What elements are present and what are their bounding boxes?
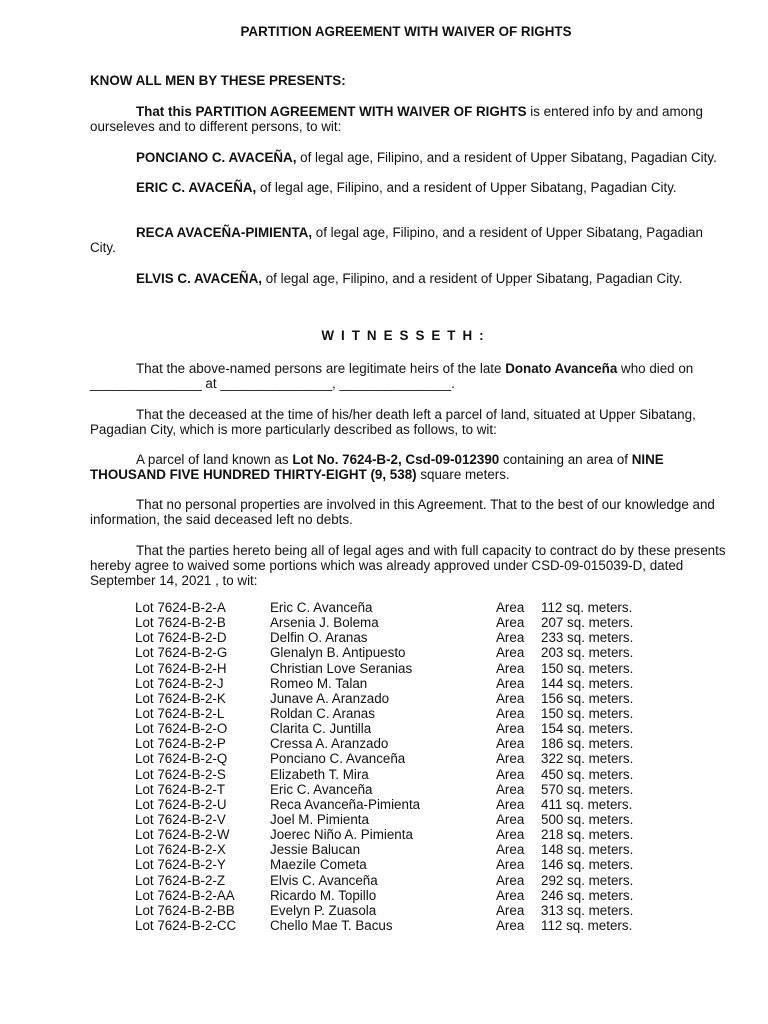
lot-row <box>135 661 695 676</box>
lot-id: Lot 7624-B-2-Y <box>135 857 226 873</box>
parcel-mid: containing an area of <box>499 452 632 467</box>
lot-id: Lot 7624-B-2-T <box>135 781 226 797</box>
area-label: Area <box>496 645 525 661</box>
lot-owner: Eric C. Avanceña <box>270 600 373 615</box>
lot-area: 203 sq. meters. <box>541 645 634 661</box>
lot-row <box>135 691 695 706</box>
party-paragraph <box>90 225 726 255</box>
heirs-rest: who died on _______________ at _______________, _______________. <box>90 361 694 391</box>
witnesseth-heading: WITNESSETH: <box>321 328 491 343</box>
area-label: Area <box>496 887 525 903</box>
land-paragraph <box>90 407 726 437</box>
lot-id: Lot 7624-B-2-D <box>135 630 227 646</box>
area-label: Area <box>496 690 525 706</box>
lot-area: 150 sq. meters. <box>541 660 634 676</box>
lot-row <box>135 676 695 691</box>
lot-row <box>135 842 695 857</box>
lot-area: 112 sq. meters. <box>541 600 633 615</box>
lot-owner: Maezile Cometa <box>270 857 367 873</box>
lot-owner: Elvis C. Avanceña <box>270 872 378 888</box>
lot-row <box>135 767 695 782</box>
lot-row <box>135 751 695 766</box>
area-label: Area <box>496 917 525 933</box>
lot-owner: Romeo M. Talan <box>270 675 368 691</box>
lot-area: 246 sq. meters. <box>541 887 634 903</box>
lot-owner: Jessie Balucan <box>270 842 361 858</box>
lot-id: Lot 7624-B-2-AA <box>135 887 235 903</box>
lot-owner: Reca Avanceña-Pimienta <box>270 796 421 812</box>
lot-owner: Joel M. Pimienta <box>270 811 369 827</box>
lot-id: Lot 7624-B-2-J <box>135 675 224 691</box>
lot-area: 154 sq. meters. <box>541 721 634 737</box>
lot-area: 144 sq. meters. <box>541 675 634 691</box>
parcel-lead: A parcel of land known as <box>136 452 293 467</box>
document-title: PARTITION AGREEMENT WITH WAIVER OF RIGHTS <box>240 24 572 39</box>
lot-owner: Chello Mae T. Bacus <box>270 917 393 933</box>
heirs-paragraph <box>90 361 726 391</box>
lot-row <box>135 812 695 827</box>
area-label: Area <box>496 872 525 888</box>
lot-area: 148 sq. meters. <box>541 842 634 858</box>
lot-id: Lot 7624-B-2-Q <box>135 751 228 767</box>
intro-lead: That this <box>136 104 196 119</box>
area-label: Area <box>496 615 525 631</box>
party-paragraph <box>90 150 726 165</box>
lot-list <box>135 600 695 933</box>
lot-id: Lot 7624-B-2-V <box>135 811 226 827</box>
lot-number: Lot No. 7624-B-2, Csd-09-012390 <box>292 452 500 467</box>
lot-owner: Delfin O. Aranas <box>270 630 368 646</box>
area-label: Area <box>496 736 525 752</box>
lot-owner: Evelyn P. Zuasola <box>270 902 377 918</box>
deceased-name: Donato Avanceña <box>505 361 618 376</box>
lot-area: 146 sq. meters. <box>541 857 634 873</box>
area-label: Area <box>496 902 525 918</box>
area-label: Area <box>496 766 525 782</box>
parcel-paragraph <box>90 452 726 482</box>
lot-row <box>135 782 695 797</box>
lot-area: 186 sq. meters. <box>541 736 634 752</box>
party-name: RECA AVACEÑA-PIMIENTA, <box>136 225 313 240</box>
lot-id: Lot 7624-B-2-CC <box>135 917 237 933</box>
party-desc: of legal age, Filipino, and a resident of Upper Sibatang, Pagadian City. <box>296 150 717 165</box>
lot-row <box>135 630 695 645</box>
lot-area: 500 sq. meters. <box>541 811 634 827</box>
party-name: PONCIANO C. AVACEÑA, <box>136 150 297 165</box>
party-desc: of legal age, Filipino, and a resident of Upper Sibatang, Pagadian City. <box>90 225 703 255</box>
party-paragraph <box>90 180 726 195</box>
lot-area: 411 sq. meters. <box>541 796 633 812</box>
lot-owner: Junave A. Aranzado <box>270 690 390 706</box>
lot-row <box>135 857 695 872</box>
party-name: ELVIS C. AVACEÑA, <box>136 271 262 286</box>
intro-paragraph <box>90 104 726 134</box>
lot-row <box>135 721 695 736</box>
lot-area: 292 sq. meters. <box>541 872 634 888</box>
lot-area: 313 sq. meters. <box>541 902 634 918</box>
lot-row <box>135 888 695 903</box>
lot-id: Lot 7624-B-2-X <box>135 842 226 858</box>
lot-area: 218 sq. meters. <box>541 827 634 843</box>
land-text: That the deceased at the time of his/her death left a parcel of land, situated at Upper Sibatang, Pagadian City, which is more particularly described as follows, to wit: <box>90 407 696 437</box>
parcel-rest: square meters. <box>416 467 510 482</box>
no-personal-text: That no personal properties are involved in this Agreement. That to the best of our knowledge and information, the said deceased left no debts. <box>90 497 715 527</box>
area-label: Area <box>496 751 525 767</box>
lot-area: 233 sq. meters. <box>541 630 634 646</box>
lot-owner: Ponciano C. Avanceña <box>270 751 406 767</box>
lot-owner: Christian Love Seranias <box>270 660 413 676</box>
lot-area: 570 sq. meters. <box>541 781 634 797</box>
area-label: Area <box>496 857 525 873</box>
lot-owner: Joerec Niño A. Pimienta <box>270 827 413 843</box>
lot-row <box>135 706 695 721</box>
lot-owner: Elizabeth T. Mira <box>270 766 369 782</box>
lot-owner: Arsenia J. Bolema <box>270 615 379 631</box>
lot-id: Lot 7624-B-2-S <box>135 766 226 782</box>
lot-row <box>135 797 695 812</box>
lot-owner: Eric C. Avanceña <box>270 781 373 797</box>
area-label: Area <box>496 827 525 843</box>
lot-area: 450 sq. meters. <box>541 766 634 782</box>
lot-row <box>135 645 695 660</box>
lot-row <box>135 827 695 842</box>
lot-owner: Clarita C. Juntilla <box>270 721 372 737</box>
lot-id: Lot 7624-B-2-L <box>135 705 225 721</box>
area-label: Area <box>496 842 525 858</box>
lot-row <box>135 918 695 933</box>
parcel-area-words: NINE THOUSAND FIVE HUNDRED THIRTY-EIGHT (9, 538) <box>90 452 664 482</box>
area-label: Area <box>496 630 525 646</box>
lot-area: 322 sq. meters. <box>541 751 634 767</box>
lot-id: Lot 7624-B-2-BB <box>135 902 235 918</box>
lot-area: 207 sq. meters. <box>541 615 634 631</box>
lot-area: 150 sq. meters. <box>541 705 634 721</box>
area-label: Area <box>496 811 525 827</box>
party-paragraph <box>90 271 726 286</box>
lot-row <box>135 873 695 888</box>
intro-agreement-name: PARTITION AGREEMENT WITH WAIVER OF RIGHTS <box>195 104 527 119</box>
lot-row <box>135 736 695 751</box>
lot-row <box>135 615 695 630</box>
lot-id: Lot 7624-B-2-P <box>135 736 226 752</box>
heirs-lead: That the above-named persons are legitimate heirs of the late <box>136 361 506 376</box>
lot-owner: Roldan C. Aranas <box>270 705 375 721</box>
lot-owner: Ricardo M. Topillo <box>270 887 377 903</box>
lot-id: Lot 7624-B-2-U <box>135 796 227 812</box>
lot-row <box>135 903 695 918</box>
area-label: Area <box>496 675 525 691</box>
lot-id: Lot 7624-B-2-Z <box>135 872 226 888</box>
lot-id: Lot 7624-B-2-B <box>135 615 226 631</box>
party-name: ERIC C. AVACEÑA, <box>136 180 257 195</box>
lot-row <box>135 600 695 615</box>
agreement-text: That the parties hereto being all of legal ages and with full capacity to contract do by these presents hereby agree to waived some portions which was already approved under CSD-09-015039-D, dated September 14, 2021 , to wit: <box>90 543 726 588</box>
party-desc: of legal age, Filipino, and a resident of Upper Sibatang, Pagadian City. <box>261 271 683 286</box>
lot-id: Lot 7624-B-2-O <box>135 721 228 737</box>
intro-rest: is entered info by and among ourseleves and to different persons, to wit: <box>90 104 703 134</box>
no-personal-paragraph <box>90 497 726 527</box>
lot-id: Lot 7624-B-2-H <box>135 660 227 676</box>
party-desc: of legal age, Filipino, and a resident of Upper Sibatang, Pagadian City. <box>256 180 677 195</box>
area-label: Area <box>496 705 525 721</box>
area-label: Area <box>496 721 525 737</box>
opening-clause: KNOW ALL MEN BY THESE PRESENTS: <box>90 73 346 88</box>
lot-id: Lot 7624-B-2-W <box>135 827 230 843</box>
lot-area: 112 sq. meters. <box>541 917 633 933</box>
area-label: Area <box>496 781 525 797</box>
lot-owner: Cressa A. Aranzado <box>270 736 389 752</box>
lot-owner: Glenalyn B. Antipuesto <box>270 645 406 661</box>
area-label: Area <box>496 660 525 676</box>
agreement-paragraph <box>90 543 726 588</box>
lot-id: Lot 7624-B-2-K <box>135 690 226 706</box>
area-label: Area <box>496 796 525 812</box>
lot-id: Lot 7624-B-2-A <box>135 600 226 615</box>
lot-id: Lot 7624-B-2-G <box>135 645 228 661</box>
area-label: Area <box>496 600 525 615</box>
lot-area: 156 sq. meters. <box>541 690 634 706</box>
